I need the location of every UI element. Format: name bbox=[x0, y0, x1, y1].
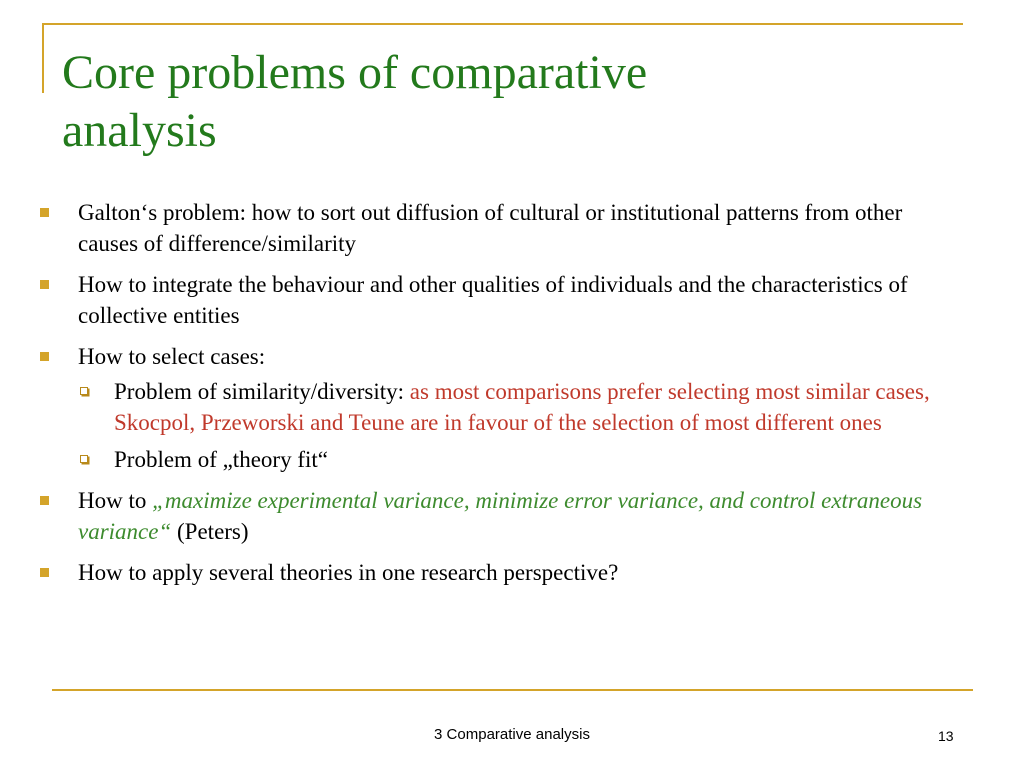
slide-body bbox=[0, 197, 1000, 598]
bullet-text: How to apply several theories in one research perspective? bbox=[78, 560, 619, 585]
bullet-text: Galton‘s problem: how to sort out diffusion of cultural or institutional patterns from other causes of difference/similarity bbox=[78, 200, 903, 256]
title-line-1: Core problems of comparative bbox=[62, 46, 648, 99]
hollow-square-bullet-icon bbox=[80, 387, 88, 395]
bullet-suffix: (Peters) bbox=[171, 519, 249, 544]
subbullet-theory-fit bbox=[0, 444, 954, 475]
subbullet-prefix: Problem of similarity/diversity: bbox=[114, 379, 410, 404]
bullet-theories bbox=[0, 557, 1000, 588]
bullet-prefix: How to bbox=[78, 488, 153, 513]
page-number: 13 bbox=[938, 728, 954, 744]
slide-title bbox=[62, 44, 962, 160]
bullet-variance bbox=[0, 485, 1000, 547]
subbullet-highlight: as most comparisons prefer selecting most similar cases, Skocpol, Przeworski and Teune are in favour of the selection of most different ones bbox=[114, 379, 930, 435]
hollow-square-bullet-icon bbox=[80, 455, 88, 463]
square-bullet-icon bbox=[40, 352, 49, 361]
bullet-text: How to select cases: bbox=[78, 344, 266, 369]
frame-top-rule bbox=[42, 23, 963, 25]
square-bullet-icon bbox=[40, 280, 49, 289]
bullet-integrate bbox=[0, 269, 1000, 331]
bullet-select-cases bbox=[0, 341, 1000, 372]
slide-footer: 3 Comparative analysis bbox=[434, 726, 590, 743]
subbullet-similarity bbox=[0, 376, 954, 438]
bullet-galton bbox=[0, 197, 1000, 259]
bullet-text: How to integrate the behaviour and other qualities of individuals and the characteristics of collective entities bbox=[78, 272, 908, 328]
square-bullet-icon bbox=[40, 496, 49, 505]
square-bullet-icon bbox=[40, 208, 49, 217]
frame-left-rule bbox=[42, 23, 44, 93]
peters-quote: „maximize experimental variance, minimize error variance, and control extraneous variance“ bbox=[78, 488, 923, 544]
bullet-text bbox=[78, 485, 938, 547]
footer-rule bbox=[52, 689, 973, 691]
square-bullet-icon bbox=[40, 568, 49, 577]
subbullet-text: Problem of „theory fit“ bbox=[114, 447, 328, 472]
title-line-2: analysis bbox=[62, 104, 217, 157]
